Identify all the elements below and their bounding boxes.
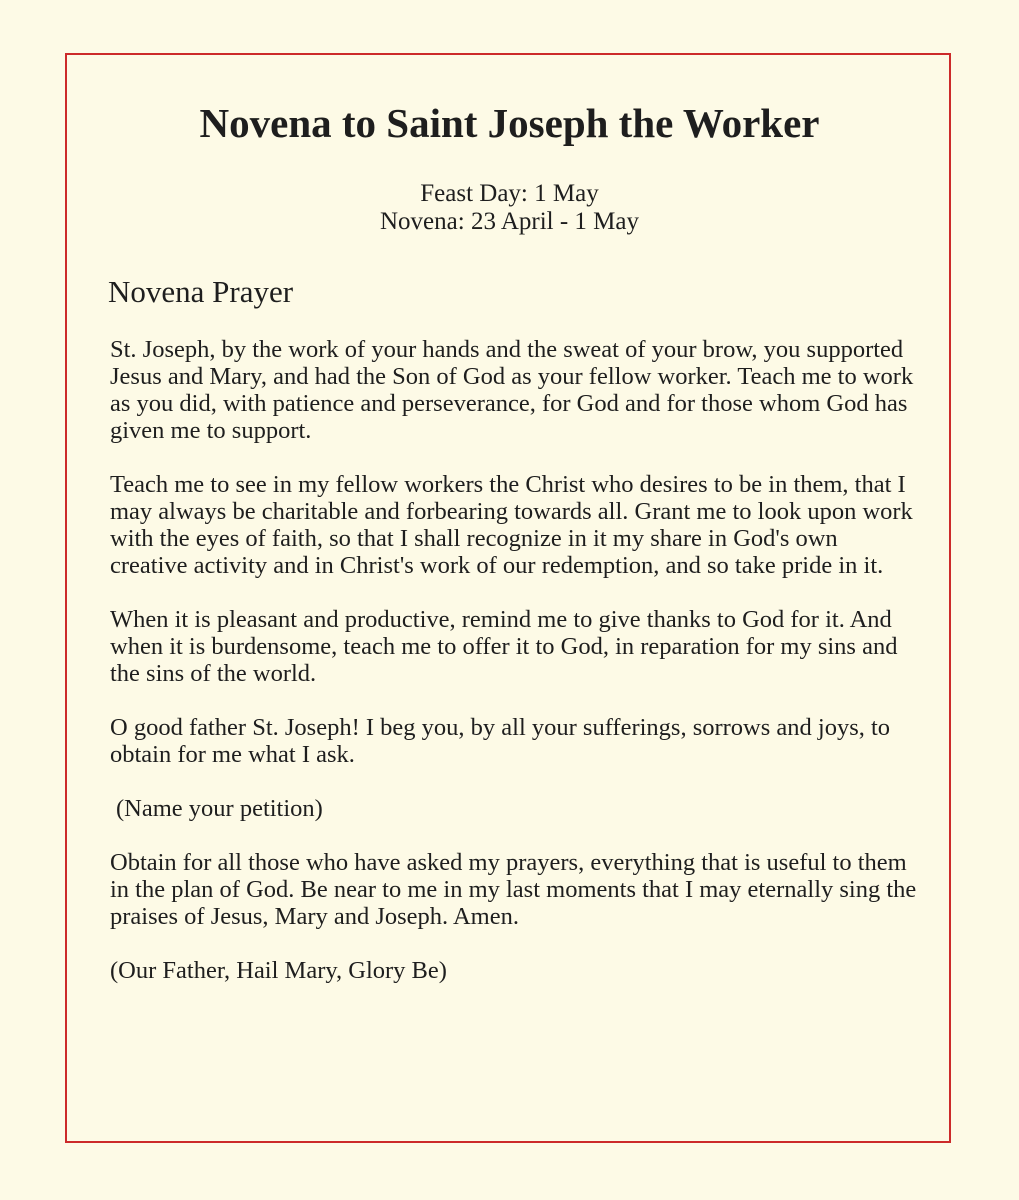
prayer-body — [110, 336, 920, 1011]
section-heading: Novena Prayer — [108, 274, 294, 309]
prayer-paragraph: When it is pleasant and productive, remind me to give thanks to God for it. And when it is burdensome, teach me to offer it to God, in reparation for my sins and the sins of the world. — [110, 606, 898, 687]
dates-block — [0, 180, 1019, 236]
prayer-paragraph: Obtain for all those who have asked my prayers, everything that is useful to them in the plan of God. Be near to me in my last moments that I may eternally sing the praises of Jesus, Mary and Joseph. Amen. — [110, 849, 917, 930]
prayer-paragraph: Teach me to see in my fellow workers the Christ who desires to be in them, that I may always be charitable and forbearing towards all. Grant me to look upon work with the eyes of faith, so that I shall recognize in it my share in God's own creative activity and in Christ's work of our redemption, and so take pride in it. — [110, 471, 913, 579]
prayer-paragraph: St. Joseph, by the work of your hands and the sweat of your brow, you supported Jesus and Mary, and had the Son of God as your fellow worker. Teach me to work as you did, with patience and perseverance, for God and for those whom God has given me to support. — [110, 336, 914, 444]
petition-placeholder: (Name your petition) — [116, 795, 323, 822]
closing-prayers: (Our Father, Hail Mary, Glory Be) — [110, 957, 447, 984]
novena-dates: Novena: 23 April - 1 May — [380, 208, 639, 235]
page-title: Novena to Saint Joseph the Worker — [199, 100, 820, 146]
prayer-paragraph: O good father St. Joseph! I beg you, by all your sufferings, sorrows and joys, to obtain for me what I ask. — [110, 714, 891, 768]
feast-day: Feast Day: 1 May — [420, 180, 599, 207]
